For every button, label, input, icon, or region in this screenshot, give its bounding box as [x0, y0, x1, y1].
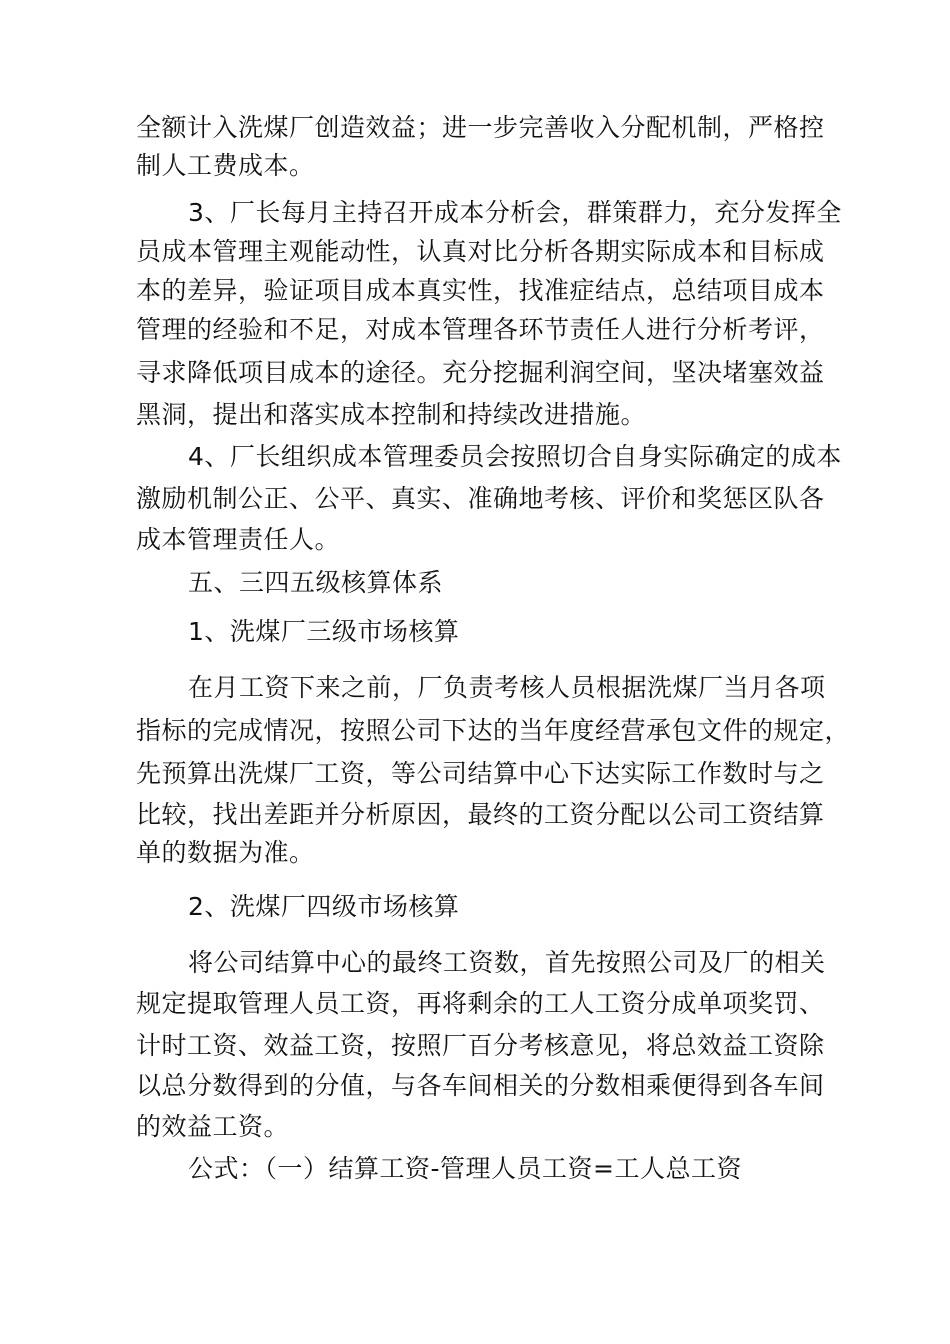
text-line-4: 员成本管理主观能动性，认真对比分析各期实际成本和目标成 [136, 237, 825, 266]
text-line-20: 将公司结算中心的最终工资数，首先按照公司及厂的相关 [188, 948, 826, 977]
text-line-17: 比较，找出差距并分析原因，最终的工资分配以公司工资结算 [136, 800, 825, 829]
text-line-16: 先预算出洗煤厂工资，等公司结算中心下达实际工作数时与之 [136, 759, 825, 788]
text-line-8: 黑洞，提出和落实成本控制和持续改进措施。 [136, 400, 647, 429]
subsection-heading-1: 1、洗煤厂三级市场核算 [188, 617, 460, 646]
text-line-9: 4、厂长组织成本管理委员会按照切合自身实际确定的成本 [188, 442, 842, 471]
text-line-7: 寻求降低项目成本的途径。充分挖掘利润空间，坚决堵塞效益 [136, 358, 825, 387]
text-line-5: 本的差异，验证项目成本真实性，找准症结点，总结项目成本 [136, 276, 825, 305]
text-line-11: 成本管理责任人。 [136, 525, 341, 554]
text-line-14: 在月工资下来之前，厂负责考核人员根据洗煤厂当月各项 [188, 673, 826, 702]
subsection-heading-2: 2、洗煤厂四级市场核算 [188, 892, 460, 921]
text-line-23: 以总分数得到的分值，与各车间相关的分数相乘便得到各车间 [136, 1071, 825, 1100]
formula-line: 公式：（一）结算工资-管理人员工资=工人总工资 [188, 1154, 742, 1183]
text-line-21: 规定提取管理人员工资，再将剩余的工人工资分成单项奖罚、 [136, 989, 825, 1018]
text-line-18: 单的数据为准。 [136, 838, 315, 867]
text-line-3: 3、厂长每月主持召开成本分析会，群策群力，充分发挥全 [188, 198, 842, 227]
text-line-24: 的效益工资。 [136, 1112, 290, 1141]
section-heading: 五、三四五级核算体系 [188, 568, 444, 597]
text-line-2: 制人工费成本。 [136, 151, 315, 180]
text-line-10: 激励机制公正、公平、真实、准确地考核、评价和奖惩区队各 [136, 484, 825, 513]
text-line-15: 指标的完成情况，按照公司下达的当年度经营承包文件的规定， [136, 716, 851, 745]
text-line-22: 计时工资、效益工资，按照厂百分考核意见，将总效益工资除 [136, 1031, 825, 1060]
text-line-6: 管理的经验和不足，对成本管理各环节责任人进行分析考评， [136, 315, 825, 344]
text-line-1: 全额计入洗煤厂创造效益；进一步完善收入分配机制，严格控 [136, 113, 825, 142]
